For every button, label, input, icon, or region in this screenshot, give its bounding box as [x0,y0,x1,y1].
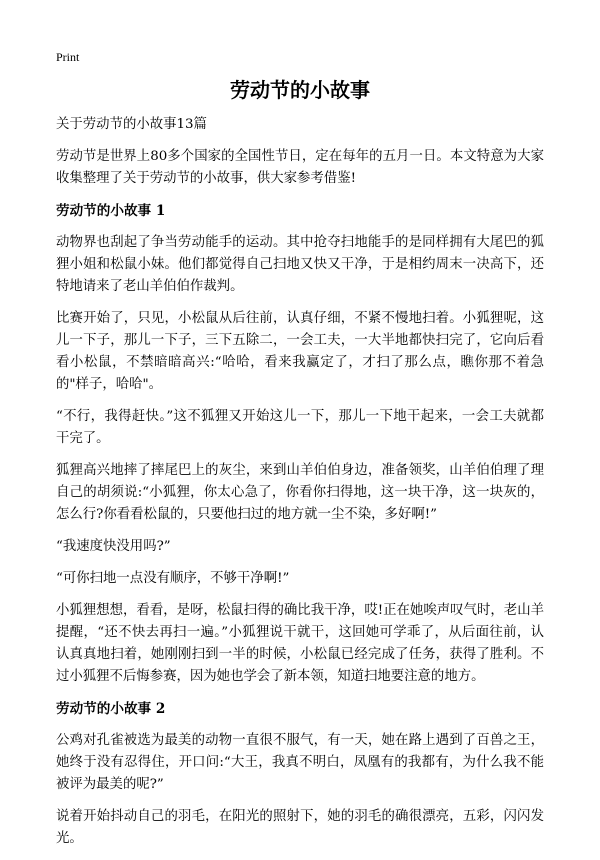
page-title: 劳动节的小故事 [230,78,370,102]
section-heading: 劳动节的小故事 1 [56,203,166,219]
story-paragraph: 说着开始抖动自己的羽毛，在阳光的照射下，她的羽毛的确很漂亮，五彩，闪闪发光。 [56,809,544,846]
story-paragraph: 动物界也刮起了争当劳动能手的运动。其中抢夺扫地能手的是同样拥有大尾巴的狐狸小姐和松鼠小妹。他们都觉得自己扫地又快又干净，于是相约周末一决高下，还特地请来了老山羊伯伯作裁判。 [56,235,544,294]
section-heading: 劳动节的小故事 2 [56,701,166,717]
story-paragraph: 狐狸高兴地摔了摔尾巴上的灰尘，来到山羊伯伯身边，准备领奖，山羊伯伯理了理自己的胡须说:“小狐狸，你太心急了，你看你扫得地，这一块干净，这一块灰的，怎么行?你看看松鼠的，只要他扫过的地方就一尘不染，多好啊!” [56,463,544,522]
story-paragraph: 比赛开始了，只见，小松鼠从后往前，认真仔细，不紧不慢地扫着。小狐狸呢，这儿一下子，那儿一下子，三下五除二，一会工夫，一大半地都快扫完了，它向后看看小松鼠，不禁暗暗高兴:“哈哈，看来我赢定了，才扫了那么点，瞧你那不着急的"样子，哈哈"。 [56,311,544,392]
article [56,76,544,860]
story-paragraph: “不行，我得赶快。”这不狐狸又开始这儿一下，那儿一下地干起来，一会工夫就都干完了。 [56,409,544,446]
intro-paragraph: 劳动节是世界上80多个国家的全国性节日，定在每年的五月一日。本文特意为大家收集整理了关于劳动节的小故事，供大家参考借鉴! [56,149,544,186]
print-link[interactable]: Print [56,50,80,64]
story-paragraph: 公鸡对孔雀被选为最美的动物一直很不服气，有一天，她在路上遇到了百兽之王，她终于没有忍得住，开口问:“大王，我真不明白，凤凰有的我都有，为什么我不能被评为最美的呢?” [56,733,544,792]
story-paragraph: “我速度快没用吗?” [56,539,171,554]
story-paragraph: “可你扫地一点没有顺序，不够干净啊!” [56,571,290,586]
article-subtitle: 关于劳动节的小故事13篇 [56,117,207,132]
story-paragraph: 小狐狸想想，看看，是呀，松鼠扫得的确比我干净，哎!正在她唉声叹气时，老山羊提醒，“还不快去再扫一遍。”小狐狸说干就干，这回她可学乖了，从后面往前，认认真真地扫着，她刚刚扫到一半的时候，小松鼠已经完成了任务，获得了胜利。不过小狐狸不后悔参赛，因为她也学会了新本领，知道扫地要注意的地方。 [56,603,544,684]
